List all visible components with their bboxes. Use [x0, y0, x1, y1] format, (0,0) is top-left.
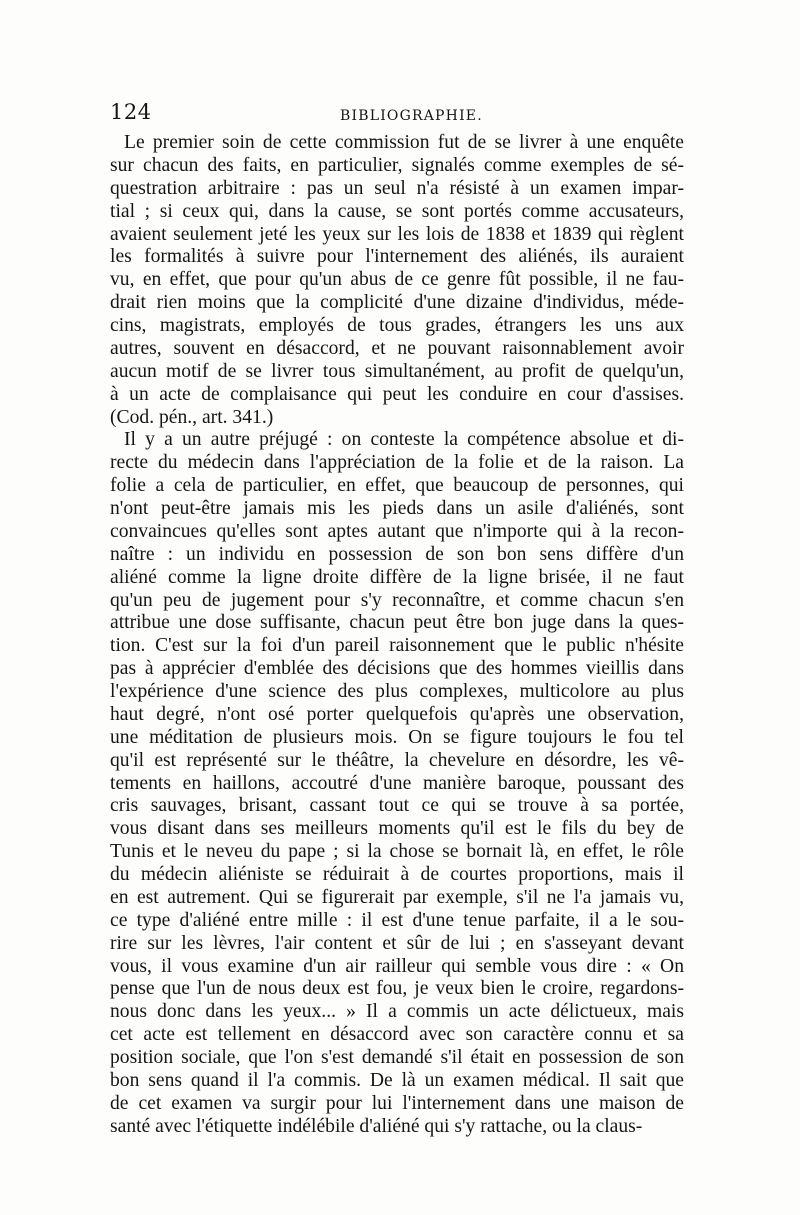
text-line: pas à apprécier d'emblée des décisions que des hommes vieillis dans: [110, 658, 684, 680]
text-line: Il y a un autre préjugé : on conteste la compétence absolue et di-: [124, 429, 684, 451]
text-line: questration arbitraire : pas un seul n'a résisté à un examen impar-: [110, 177, 684, 199]
text-line: (Cod. pén., art. 341.): [110, 406, 274, 428]
text-line: ce type d'aliéné entre mille : il est d'une tenue parfaite, il a le sou-: [110, 909, 684, 931]
text-line: avaient seulement jeté les yeux sur les lois de 1838 et 1839 qui règlent: [110, 223, 684, 245]
text-line: cet acte est tellement en désaccord avec son caractère connu et sa: [110, 1024, 684, 1046]
text-line: n'ont peut-être jamais mis les pieds dans un asile d'aliénés, sont: [110, 498, 684, 519]
text-line: sur chacun des faits, en particulier, signalés comme exemples de sé-: [110, 154, 684, 176]
paragraph: [110, 132, 684, 429]
running-title: BIBLIOGRAPHIE.: [340, 108, 483, 124]
text-line: nous donc dans les yeux... » Il a commis un acte délictueux, mais: [110, 1001, 684, 1023]
text-line: position sociale, que l'on s'est demandé s'il était en possession de son: [110, 1047, 684, 1068]
text-line: tial ; si ceux qui, dans la cause, se sont portés comme accusateurs,: [110, 200, 684, 222]
text-line: aliéné comme la ligne droite diffère de la ligne brisée, il ne faut: [110, 566, 684, 588]
text-line: cris sauvages, brisant, cassant tout ce qui se trouve à sa portée,: [110, 795, 684, 817]
text-line: bon sens quand il l'a commis. De là un examen médical. Il sait que: [110, 1069, 684, 1091]
text-line: du médecin aliéniste se réduirait à de courtes proportions, mais il: [110, 864, 684, 885]
paragraph: [110, 429, 684, 1138]
text-line: à un acte de complaisance qui peut les conduire en cour d'assises.: [110, 383, 684, 405]
page-number: 124: [110, 100, 152, 124]
text-line: recte du médecin dans l'appréciation de la folie et de la raison. La: [110, 452, 684, 474]
text-line: en est autrement. Qui se figurerait par exemple, s'il ne l'a jamais vu,: [110, 886, 684, 908]
text-line: vous, il vous examine d'un air railleur qui semble vous dire : « On: [110, 955, 684, 977]
text-line: naître : un individu en possession de son bon sens diffère d'un: [110, 543, 684, 565]
page-header: [110, 100, 690, 130]
text-line: tion. C'est sur la foi d'un pareil raisonnement que le public n'hésite: [110, 635, 684, 657]
text-line: de cet examen va surgir pour lui l'internement dans une maison de: [110, 1092, 684, 1114]
text-line: drait rien moins que la complicité d'une dizaine d'individus, méde-: [110, 292, 684, 314]
text-line: santé avec l'étiquette indélébile d'aliéné qui s'y rattache, ou la claus-: [110, 1115, 643, 1137]
text-line: qu'il est représenté sur le théâtre, la chevelure en désordre, les vê-: [110, 749, 684, 771]
text-line: tements en haillons, accoutré d'une manière baroque, poussant des: [110, 772, 684, 794]
text-line: vous disant dans ses meilleurs moments qu'il est le fils du bey de: [110, 818, 684, 840]
text-line: pense que l'un de nous deux est fou, je veux bien le croire, regardons-: [110, 978, 684, 1000]
text-line: Tunis et le neveu du pape ; si la chose se bornait là, en effet, le rôle: [110, 841, 684, 863]
text-line: qu'un peu de jugement pour s'y reconnaître, et comme chacun s'en: [110, 589, 684, 611]
text-line: haut degré, n'ont osé porter quelquefois qu'après une observation,: [110, 703, 684, 725]
text-line: aucun motif de se livrer tous simultanément, au profit de quelqu'un,: [110, 360, 684, 382]
text-line: autres, souvent en désaccord, et ne pouvant raisonnablement avoir: [110, 337, 684, 359]
text-line: cins, magistrats, employés de tous grades, étrangers les uns aux: [110, 315, 684, 336]
text-line: folie a cela de particulier, en effet, que beaucoup de personnes, qui: [110, 475, 684, 497]
text-line: convaincues qu'elles sont aptes autant que n'importe qui à la recon-: [110, 520, 684, 542]
text-line: attribue une dose suffisante, chacun peut être bon juge dans la ques-: [110, 612, 684, 634]
text-line: une méditation de plusieurs mois. On se figure toujours le fou tel: [110, 726, 684, 748]
text-line: les formalités à suivre pour l'internement des aliénés, ils auraient: [110, 246, 684, 268]
text-line: vu, en effet, que pour qu'un abus de ce genre fût possible, il ne fau-: [110, 269, 684, 291]
text-line: Le premier soin de cette commission fut de se livrer à une enquête: [124, 132, 684, 153]
text-line: l'expérience d'une science des plus complexes, multicolore au plus: [110, 681, 684, 702]
text-line: rire sur les lèvres, l'air content et sûr de lui ; en s'asseyant devant: [110, 932, 684, 954]
body-text: [110, 132, 684, 1139]
